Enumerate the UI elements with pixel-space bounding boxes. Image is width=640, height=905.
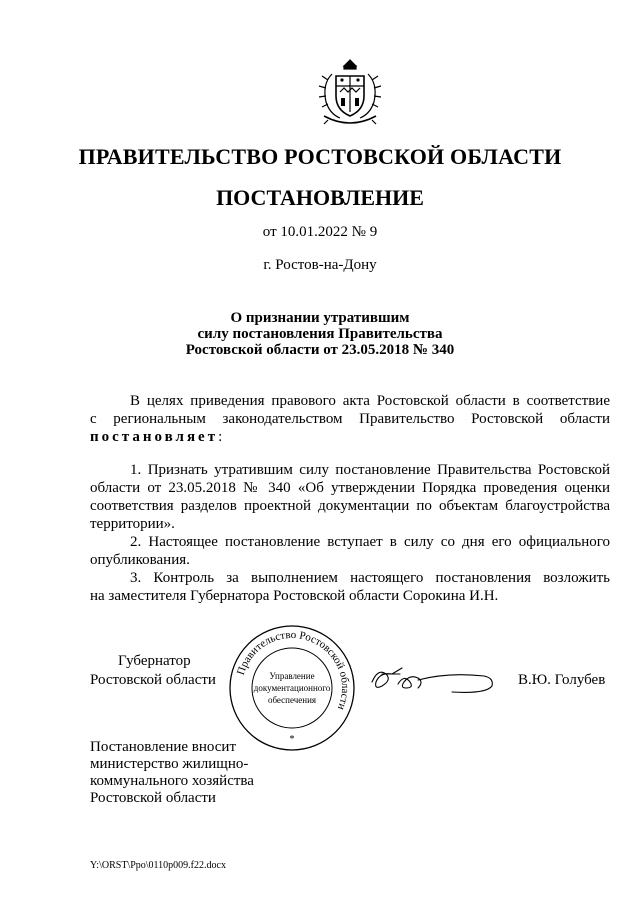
preamble-line: с региональным законодательством Правительство Ростовской области (90, 411, 610, 427)
item-line: опубликования. (90, 552, 190, 568)
note-line: министерство жилищно- (90, 756, 249, 772)
document-type: ПОСТАНОВЛЕНИЕ (216, 185, 424, 210)
item-line: на заместителя Губернатора Ростовской области Сорокина И.Н. (90, 588, 499, 604)
item-line: 1. Признать утратившим силу постановление Правительства Ростовской (130, 462, 610, 478)
svg-text:Управление: Управление (269, 671, 315, 681)
item-line: соответствия разделов проектной документации по объектам благоустройства (90, 498, 610, 514)
decree-line (90, 428, 610, 446)
document-title (0, 310, 640, 358)
item-line: 2. Настоящее постановление вступает в силу со дня его официального (130, 534, 610, 550)
decree-word: постановляет (90, 429, 219, 445)
governor-title: Губернатор (118, 653, 191, 669)
handwritten-signature (368, 660, 498, 700)
document-city: г. Ростов-на-Дону (263, 257, 377, 273)
preamble-paragraph (90, 392, 610, 446)
document-date-number: от 10.01.2022 № 9 (262, 224, 378, 240)
governor-region: Ростовской области (90, 672, 216, 688)
note-line: Ростовской области (90, 790, 216, 806)
organization-name: ПРАВИТЕЛЬСТВО РОСТОВСКОЙ ОБЛАСТИ (78, 144, 562, 169)
item-line: 3. Контроль за выполнением настоящего постановления возложить (130, 570, 610, 586)
item-2-paragraph (90, 533, 610, 569)
svg-text:Правительство Ростовской облас: Правительство Ростовской области (234, 628, 352, 712)
decree-colon: : (218, 429, 223, 445)
official-stamp (228, 624, 356, 752)
file-path: Y:\ORST\Ppo\0110p009.f22.docx (90, 860, 226, 871)
signer-name: В.Ю. Голубев (518, 672, 606, 688)
title-line: Ростовской области от 23.05.2018 № 340 (185, 342, 455, 358)
note-line: Постановление вносит (90, 739, 237, 755)
svg-text:обеспечения: обеспечения (267, 695, 317, 705)
item-1-paragraph (90, 461, 610, 533)
preamble-line: В целях приведения правового акта Ростовской области в соответствие (130, 393, 610, 409)
svg-text:документационного: документационного (253, 683, 331, 693)
note-line: коммунального хозяйства (90, 773, 254, 789)
coat-of-arms-icon (314, 58, 386, 126)
item-line: территории». (90, 516, 175, 532)
title-line: О признании утратившим (230, 310, 410, 326)
svg-text:*: * (289, 734, 295, 745)
item-3-paragraph (90, 569, 610, 605)
item-line: области от 23.05.2018 № 340 «Об утверждении Порядка проведения оценки (90, 480, 610, 496)
title-line: силу постановления Правительства (197, 326, 443, 342)
submitter-note (90, 739, 254, 807)
